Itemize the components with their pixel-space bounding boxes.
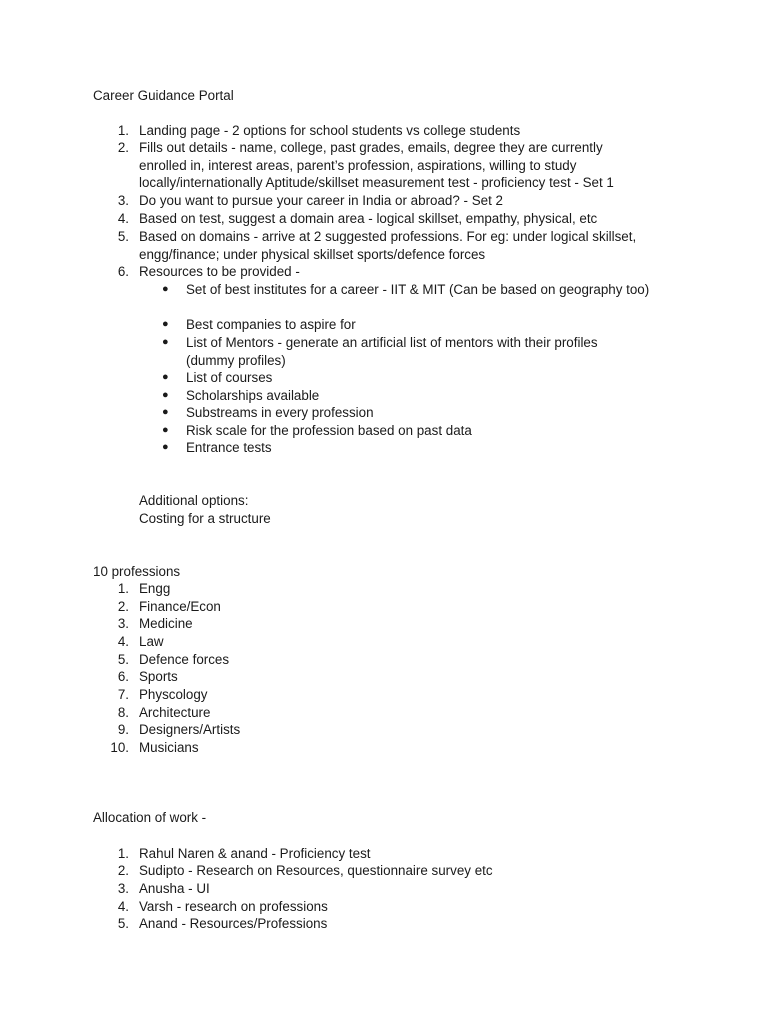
bullet-icon: ●: [162, 336, 169, 348]
list-text: Based on test, suggest a domain area - logical skillset, empathy, physical, etc: [139, 211, 598, 226]
list-number: 1.: [117, 846, 129, 861]
resource-text: List of courses: [186, 370, 273, 385]
list-text: Landing page - 2 options for school students vs college students: [139, 123, 521, 138]
list-text: Based on domains - arrive at 2 suggested professions. For eg: under logical skillset, engg/finance; under physical skillset sports/defence forces: [139, 229, 637, 262]
list-number: 4.: [117, 211, 129, 226]
list-number: 5.: [117, 916, 129, 931]
list-number: 2.: [117, 863, 129, 878]
resource-text: Best companies to aspire for: [186, 317, 356, 332]
bullet-icon: ●: [162, 318, 169, 330]
list-number: 8.: [117, 705, 129, 720]
list-number: 4.: [117, 634, 129, 649]
list-text: Resources to be provided -: [139, 264, 300, 279]
list-number: 7.: [117, 687, 129, 702]
allocation-text: Sudipto - Research on Resources, questionnaire survey etc: [139, 863, 493, 878]
list-number: 10.: [110, 740, 129, 755]
profession-text: Medicine: [139, 616, 193, 631]
allocation-text: Anusha - UI: [139, 881, 210, 896]
profession-text: Musicians: [139, 740, 199, 755]
bullet-icon: ●: [162, 283, 169, 295]
allocation-heading: Allocation of work -: [93, 810, 207, 825]
bullet-icon: ●: [162, 406, 169, 418]
profession-text: Physcology: [139, 687, 208, 702]
professions-heading: 10 professions: [93, 564, 181, 579]
list-text: Do you want to pursue your career in India or abroad? - Set 2: [139, 193, 503, 208]
profession-text: Designers/Artists: [139, 722, 241, 737]
resource-text: Substreams in every profession: [186, 405, 374, 420]
list-number: 6.: [117, 264, 129, 279]
profession-text: Sports: [139, 669, 178, 684]
profession-text: Defence forces: [139, 652, 230, 667]
list-number: 2.: [117, 599, 129, 614]
list-number: 3.: [117, 193, 129, 208]
profession-text: Engg: [139, 581, 171, 596]
costing-label: Costing for a structure: [139, 511, 271, 526]
list-number: 1.: [117, 123, 129, 138]
allocation-text: Varsh - research on professions: [139, 899, 328, 914]
list-number: 1.: [117, 581, 129, 596]
list-number: 2.: [117, 140, 129, 155]
list-number: 4.: [117, 899, 129, 914]
list-number: 5.: [117, 652, 129, 667]
list-number: 3.: [117, 616, 129, 631]
list-number: 9.: [117, 722, 129, 737]
profession-text: Law: [139, 634, 164, 649]
additional-options-label: Additional options:: [139, 493, 249, 508]
profession-text: Finance/Econ: [139, 599, 221, 614]
list-text: Fills out details - name, college, past grades, emails, degree they are currently enrolled in, interest areas, parent’s profession, aspirations, willing to study locally/internationally Aptitude/skillset measurement test - proficiency test - Set 1: [139, 140, 614, 191]
allocation-text: Anand - Resources/Professions: [139, 916, 328, 931]
bullet-icon: ●: [162, 441, 169, 453]
resource-text: Set of best institutes for a career - IIT & MIT (Can be based on geography too): [186, 282, 650, 297]
profession-text: Architecture: [139, 705, 211, 720]
list-number: 6.: [117, 669, 129, 684]
resource-text: Entrance tests: [186, 440, 272, 455]
document-title: Career Guidance Portal: [93, 88, 234, 103]
bullet-icon: ●: [162, 424, 169, 436]
resource-text: Risk scale for the profession based on past data: [186, 423, 472, 438]
resource-text: List of Mentors - generate an artificial list of mentors with their profiles (dummy profiles): [186, 335, 598, 368]
resource-text: Scholarships available: [186, 388, 320, 403]
bullet-icon: ●: [162, 389, 169, 401]
bullet-icon: ●: [162, 371, 169, 383]
list-number: 5.: [117, 229, 129, 244]
list-number: 3.: [117, 881, 129, 896]
allocation-text: Rahul Naren & anand - Proficiency test: [139, 846, 371, 861]
